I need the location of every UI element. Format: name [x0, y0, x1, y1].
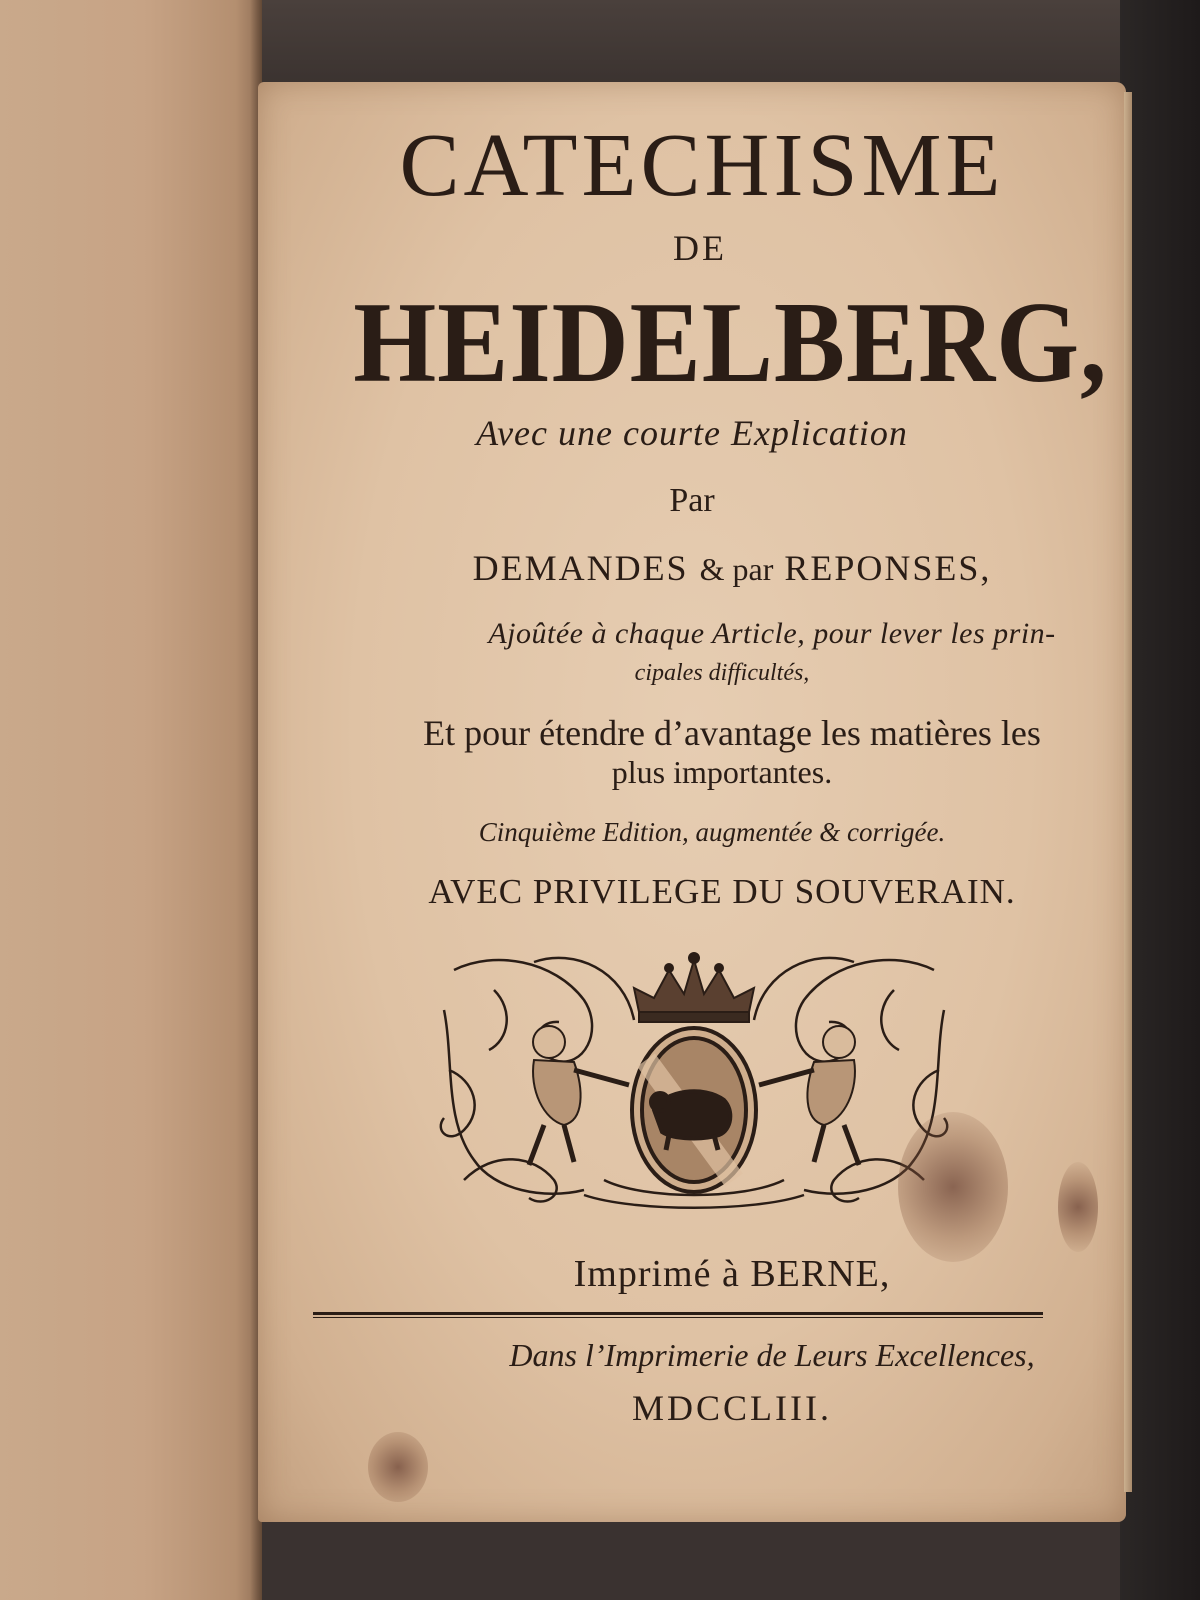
imprime-berne-line: Imprimé à BERNE,	[573, 1253, 891, 1295]
demandes-text: DEMANDES	[472, 548, 689, 588]
demandes-reponses-line	[258, 547, 1166, 589]
burn-mark	[368, 1432, 428, 1502]
title-line-catechisme: CATECHISME	[399, 116, 1005, 215]
edge-stain	[1058, 1162, 1098, 1252]
ajoutee-line: Ajoûtée à chaque Article, pour lever les prin-	[488, 617, 1056, 650]
etendre-line: Et pour étendre d’avantage les matières les	[423, 713, 1041, 753]
subtitle-explication: Avec une courte Explication	[476, 413, 908, 453]
privilege-line: AVEC PRIVILEGE DU SOUVERAIN.	[428, 872, 1016, 911]
facing-blank-page	[0, 0, 262, 1600]
importantes-line: plus importantes.	[611, 754, 833, 790]
title-page	[258, 82, 1126, 1522]
foxing-stain	[898, 1112, 1008, 1262]
double-rule-divider	[313, 1312, 1043, 1318]
title-line-de: DE	[673, 228, 727, 268]
ampersand-par-text: & par	[699, 551, 774, 587]
par-text: Par	[669, 482, 715, 519]
edition-line: Cinquième Edition, augmentée & corrigée.	[478, 817, 946, 847]
reponses-text: REPONSES,	[784, 548, 992, 588]
imprimerie-line: Dans l’Imprimerie de Leurs Excellences,	[509, 1337, 1035, 1373]
background-top	[260, 0, 1200, 90]
cipales-line: cipales difficultés,	[634, 660, 810, 686]
title-line-heidelberg: HEIDELBERG,	[353, 279, 1108, 407]
year-roman-numerals: MDCCLIII.	[632, 1388, 832, 1428]
bern-coat-of-arms-icon	[434, 950, 954, 1214]
